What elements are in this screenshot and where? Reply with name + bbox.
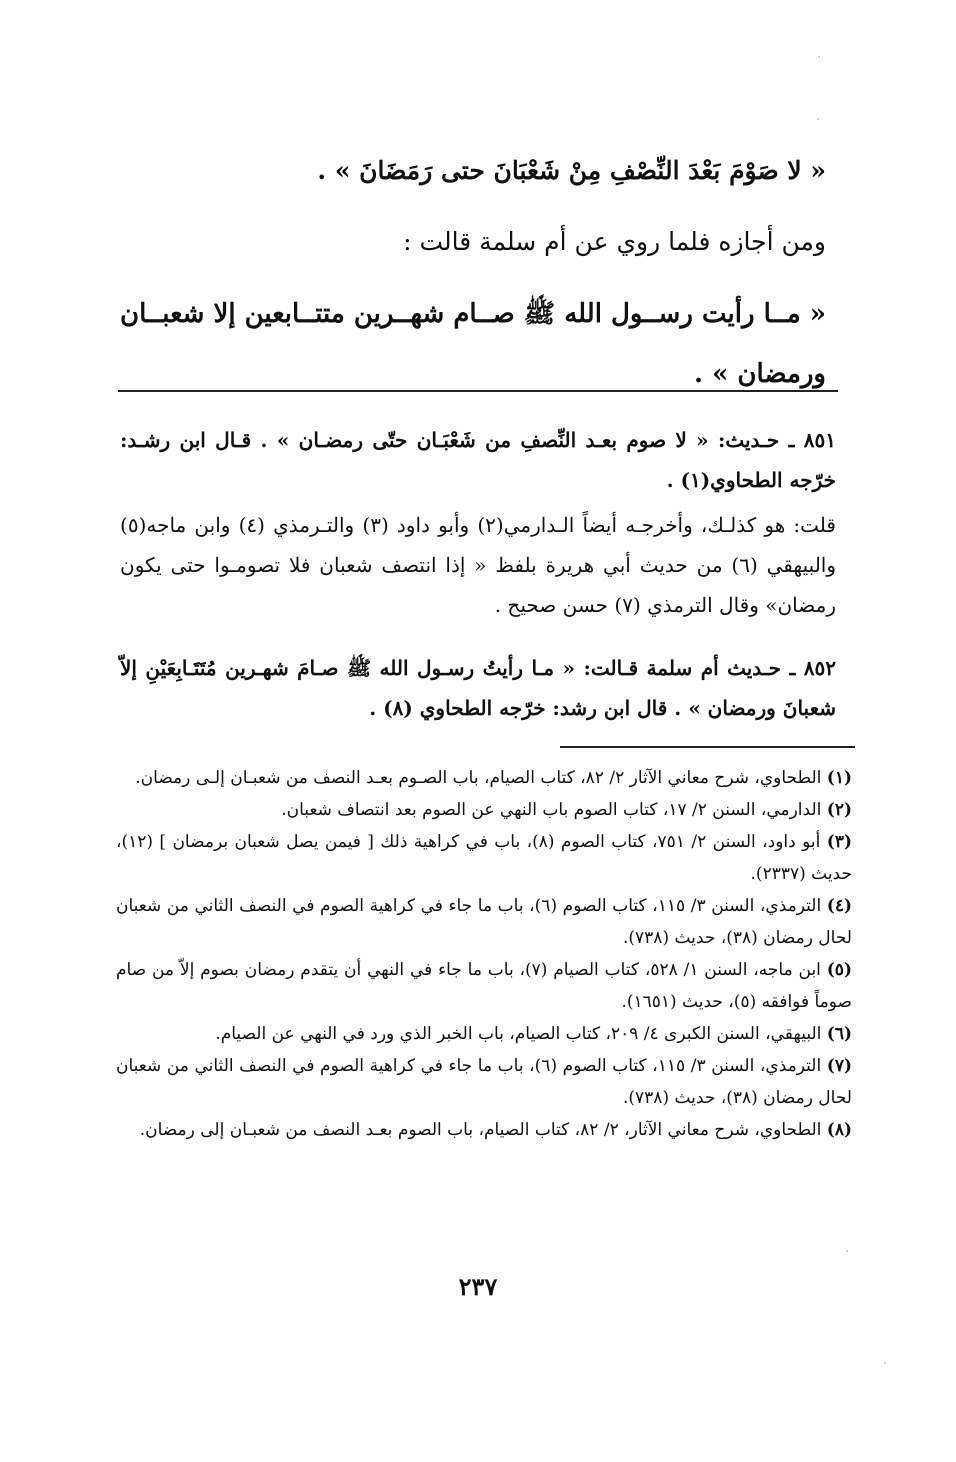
footnote-3: [116, 826, 852, 890]
footnote-number: (١): [826, 768, 852, 788]
footnote-text: البيهقي، السنن الكبرى ٤/ ٢٠٩، كتاب الصيام، باب الخبر الذي ورد في النهي عن الصيام.: [215, 1024, 822, 1044]
footnotes-list: [116, 762, 852, 1146]
scan-speck: [817, 118, 819, 120]
footnote-number: (٨): [826, 1120, 852, 1140]
footnote-text: الطحاوي، شرح معاني الآثار ٢/ ٨٢، كتاب الصيام، باب الصـوم بعـد النصف من شعبـان إلـى رمضان.: [135, 768, 822, 788]
footnote-8: [116, 1114, 852, 1146]
footnote-5: [116, 954, 852, 1018]
section-851-commentary: قلت: هو كذلـك، وأخرجـه أيضاً الـدارمي(٢) وأبو داود (٣) والتـرمذي (٤) وابن ماجه(٥) والبيهقي (٦) من حديث أبي هريرة بلفظ « إذا انتصف شعبان فلا تصومـوا حتى يكون رمضان» وقال الترمذي (٧) حسن صحيح .: [120, 513, 837, 617]
footnote-6: [116, 1018, 852, 1050]
footnote-text: أبو داود، السنن ٢/ ٧٥١، كتاب الصوم (٨)، باب في كراهية ذلك [ فيمن يصل شعبان برمضان ] (١٢)، حديث (٢٣٣٧).: [116, 832, 852, 884]
hadith-quote-1: « لا صَوْمَ بَعْدَ النِّصْفِ مِنْ شَعْبَانَ حتى رَمَضَانَ » .: [317, 156, 826, 185]
hadith-intro-2: ومن أجازه فلما روي عن أم سلمة قالت :: [403, 227, 826, 256]
footnote-number: (٦): [826, 1024, 852, 1044]
footnote-2: [116, 794, 852, 826]
top-divider: [118, 390, 838, 392]
footnote-divider: [560, 746, 855, 748]
footnote-4: [116, 890, 852, 954]
footnote-1: [116, 762, 852, 794]
page-number: ٢٣٧: [458, 1272, 498, 1301]
section-852-heading: ٨٥٢ ـ حـديث أم سلمة قـالت: « مـا رأيتُ رسـول الله ﷺ صـامَ شهـرين مُتَتَـابِعَيْنِ إلاّ شعبانَ ورمضان » . قال ابن رشد: خرّجه الطحاوي (٨) .: [120, 656, 836, 720]
footnote-number: (٢): [826, 800, 852, 820]
footnote-text: الدارمي، السنن ٢/ ١٧، كتاب الصوم باب النهي عن الصوم بعد انتصاف شعبان.: [281, 800, 822, 820]
scan-speck: [846, 1250, 848, 1252]
footnote-text: الترمذي، السنن ٣/ ١١٥، كتاب الصوم (٦)، باب ما جاء في كراهية الصوم في النصف الثاني من شعبان لحال رمضان (٣٨)، حديث (٧٣٨).: [116, 1056, 852, 1108]
scan-speck: [818, 56, 820, 58]
footnote-text: الطحاوي، شرح معاني الآثار، ٢/ ٨٢، كتاب الصيام، باب الصوم بعـد النصف من شعبـان إلى رمضان.: [139, 1120, 822, 1140]
footnote-number: (٤): [826, 896, 853, 916]
footnote-7: [116, 1050, 852, 1114]
footnote-number: (٣): [826, 832, 853, 852]
footnote-text: الترمذي، السنن ٣/ ١١٥، كتاب الصوم (٦)، باب ما جاء في كراهية الصوم في النصف الثاني من شعبان لحال رمضان (٣٨)، حديث (٧٣٨).: [116, 896, 852, 948]
footnote-number: (٥): [826, 960, 852, 980]
footnote-text: ابن ماجه، السنن ١/ ٥٢٨، كتاب الصيام (٧)، باب ما جاء في النهي أن يتقدم رمضان بصوم إلاّ من صام صوماً فوافقه (٥)، حديث (١٦٥١).: [116, 960, 852, 1012]
footnote-number: (٧): [826, 1056, 853, 1076]
section-851-heading: ٨٥١ ـ حـديث: « لا صوم بعـد النِّصفِ من شَعْبَـان حتّى رمضـان » . قـال ابن رشـد: خرّجه الطحاوي(١) .: [120, 428, 836, 492]
hadith-quote-2: « مــا رأيت رســول الله ﷺ صــام شهــرين متتــابعين إلا شعبــان ورمضان » .: [120, 299, 826, 389]
scan-speck: [884, 1362, 886, 1364]
